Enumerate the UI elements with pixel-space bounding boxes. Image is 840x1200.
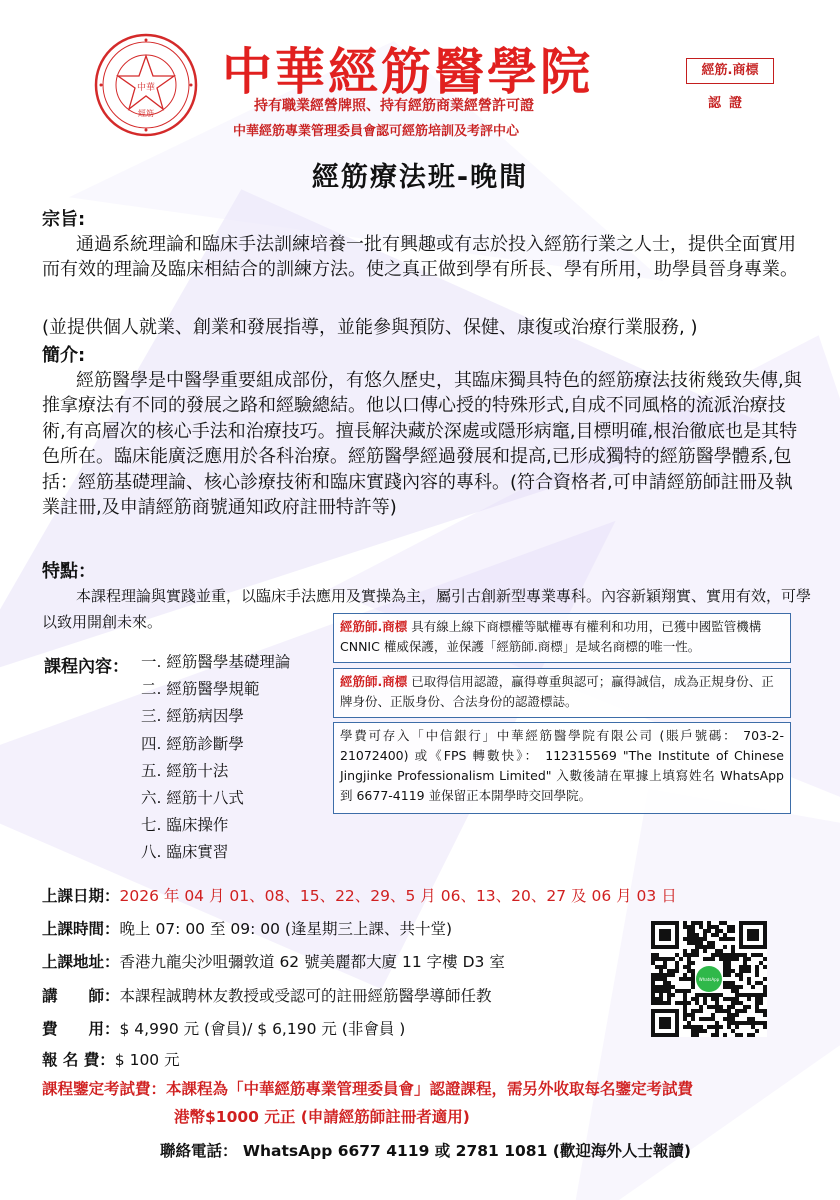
- teacher-value: 本課程誠聘林友教授或受認可的註冊經筋醫學導師任教: [119, 987, 492, 1005]
- course-item: 六. 經筋十八式: [141, 789, 244, 808]
- trademark-cert-box: 經筋.商標: [686, 58, 774, 84]
- course-item: 二. 經筋醫學規範: [141, 680, 260, 699]
- trademark-label: 經筋師.商標: [340, 619, 408, 634]
- trademark-info-box: [333, 613, 791, 663]
- class-dates-value: 2026 年 04 月 01、08、15、22、29、5 月 06、13、20、27 及 06 月 03 日: [119, 887, 677, 905]
- class-address-row: [42, 950, 505, 972]
- course-item: 四. 經筋診斷學: [141, 734, 244, 753]
- class-dates-row: [42, 884, 677, 906]
- course-item: 五. 經筋十法: [141, 761, 229, 780]
- trademark-text: 具有線上線下商標權等賦權專有權利和功用，已獲中國監管機構 CNNIC 權威保護，並保護「經筋師.商標」是域名商標的唯一性。: [340, 619, 762, 654]
- cert-label: 認證: [707, 96, 750, 111]
- intro-heading: 簡介:: [42, 345, 86, 366]
- purpose-heading: 宗旨:: [42, 209, 86, 230]
- course-item: 八. 臨床實習: [141, 843, 229, 862]
- registration-fee-value: $ 100 元: [114, 1051, 180, 1069]
- class-time-value: 晚上 07: 00 至 09: 00 (逢星期三上課、共十堂): [119, 920, 453, 938]
- school-name: 中華經筋醫學院: [222, 42, 593, 101]
- exam-fee-line2: 港幣$1000 元正 (申請經筋師註冊者適用): [174, 1108, 470, 1126]
- class-time-label: 上課時間：: [42, 920, 120, 938]
- accreditation-subtitle: 中華經筋專業管理委員會認可經筋培訓及考評中心: [233, 124, 520, 139]
- intro-body: 經筋醫學是中醫學重要組成部份，有悠久歷史，其臨床獨具特色的經筋療法技術幾致失傳,與推拿療法有不同的發展之路和經驗總結。他以口傳心授的特殊形式,自成不同風格的流派治療技術,有高層次的核心手法和治療技巧。擅長解決藏於深處或隱形病竈,目標明確,根治徹底也是其特色所在。臨床能廣泛應用於各科治療。經筋醫學經過發展和提高,已形成獨特的經筋醫學體系,包括：經筋基礎理論、核心診療技術和臨床實踐內容的專科。(符合資格者,可申請經筋師註冊及執業註冊,及申請經筋商號通知政府註冊特許等): [42, 370, 802, 519]
- class-time-row: [42, 917, 452, 939]
- seal-center-text: 中華: [136, 83, 156, 93]
- course-title: 經筋療法班-晚間: [311, 162, 529, 193]
- class-address-value: 香港九龍尖沙咀彌敦道 62 號美麗都大廈 11 字樓 D3 室: [119, 953, 505, 971]
- course-item: 七. 臨床操作: [141, 816, 229, 835]
- features-heading: 特點：: [42, 561, 96, 582]
- course-content-label: 課程內容：: [44, 657, 129, 677]
- payment-info-box: [333, 722, 791, 814]
- class-dates-label: 上課日期：: [42, 887, 120, 905]
- class-address-label: 上課地址：: [42, 953, 120, 971]
- info-panel: [333, 613, 791, 813]
- purpose-body: 通過系統理論和臨床手法訓練培養一批有興趣或有志於投入經筋行業之人士，提供全面實用而有效的理論及臨床相結合的訓練方法。使之真正做到學有所長、學有所用，助學員晉身專業。: [42, 234, 798, 280]
- contact-info: 聯絡電話： WhatsApp 6677 4119 或 2781 1081 (歡迎海外人士報讀): [160, 1142, 691, 1160]
- fee-label: 費 用：: [42, 1020, 120, 1038]
- teacher-label: 講 師：: [42, 987, 120, 1005]
- school-seal-logo: [93, 32, 199, 138]
- registration-fee-label: 報 名 費：: [42, 1051, 115, 1069]
- course-item: 一. 經筋醫學基礎理論: [141, 653, 291, 671]
- course-list: [141, 649, 290, 867]
- fee-row: [42, 1017, 405, 1039]
- credit-text: 已取得信用認證，贏得尊重與認可；贏得誠信，成為正規身份、正牌身份、正版身份、合法身份的認證標誌。: [340, 673, 774, 709]
- credit-label: 經筋師.商標: [340, 673, 408, 689]
- whatsapp-qr-code[interactable]: [651, 921, 767, 1037]
- course-item: 三. 經筋病因學: [141, 707, 244, 726]
- registration-fee-row: [42, 1048, 180, 1070]
- whatsapp-label: WhatsApp: [698, 977, 720, 982]
- credit-info-box: [333, 668, 791, 718]
- purpose-note: (並提供個人就業、創業和發展指導，並能參與預防、保健、康復或治療行業服務, ): [42, 317, 698, 338]
- exam-fee-line1: 課程鑒定考試費：本課程為「中華經筋專業管理委員會」認證課程，需另外收取每名鑒定考試費: [42, 1080, 694, 1098]
- features-body: 本課程理論與實踐並重，以臨床手法應用及實操為主，屬引古創新型專業專科。內容新穎翔實、實用有效，可學以致用開創未來。: [42, 587, 812, 631]
- teacher-row: [42, 984, 492, 1006]
- license-subtitle: 持有職業經營牌照、持有經筋商業經營許可證: [254, 98, 534, 114]
- fee-value: $ 4,990 元 (會員)/ $ 6,190 元 (非會員 ): [119, 1020, 406, 1038]
- seal-lower-text: 經筋: [138, 109, 154, 118]
- payment-text: 學費可存入「中信銀行」中華經筋醫學院有限公司 (賬戶號碼： 703-2-21072400) 或《FPS 轉數快》： 112315569 "The Institute of Chinese Jingjinke Professionalism Limited" 入數後請在單據上填寫姓名 WhatsApp 到 6677-4119 並保留正本開學時交回學院。: [340, 728, 784, 803]
